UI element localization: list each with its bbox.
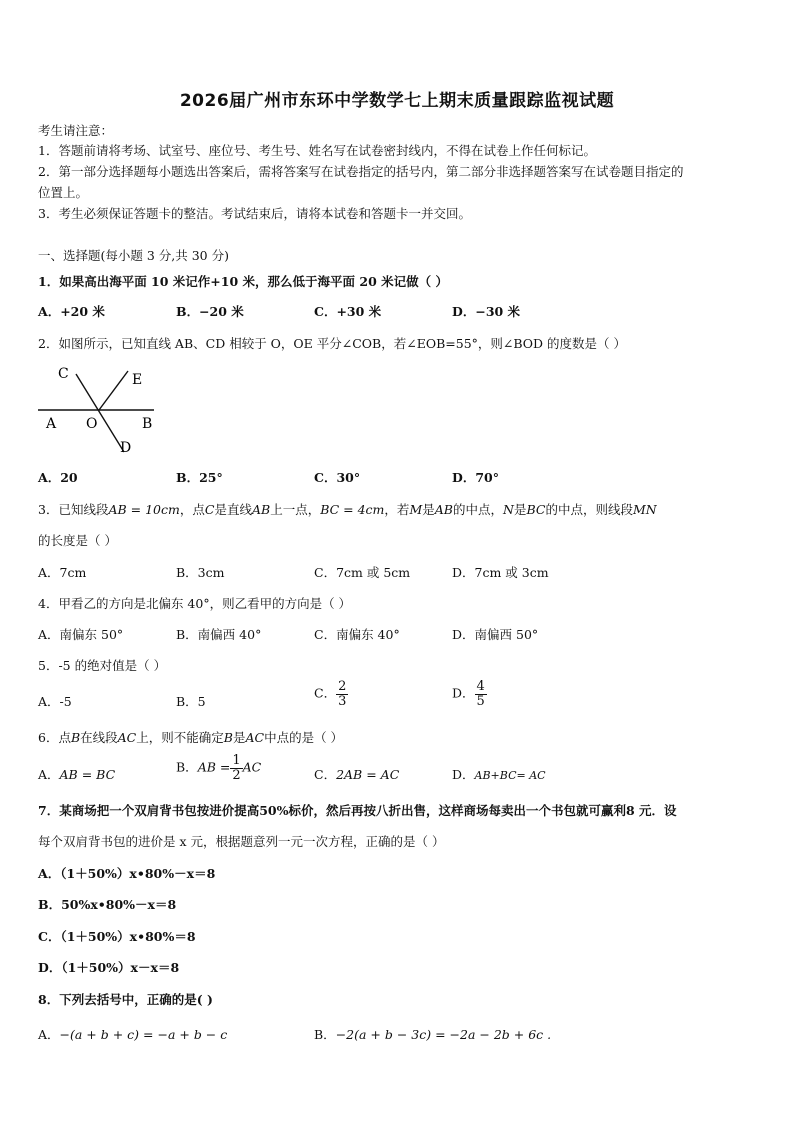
question-3-option-b[interactable]: B．3cm: [176, 565, 225, 580]
ray-oe: [99, 371, 128, 410]
question-1-stem: 1．如果高出海平面 10 米记作+10 米，那么低于海平面 20 米记做（ ）: [38, 274, 448, 289]
question-4-option-a[interactable]: A．南偏东 50°: [38, 627, 124, 642]
question-7-option-d[interactable]: D．（1＋50%）x－x＝8: [38, 960, 180, 975]
question-8-stem: 8．下列去括号中，正确的是( ): [38, 992, 213, 1007]
question-3-option-c[interactable]: C．7cm 或 5cm: [314, 565, 411, 580]
question-5-option-d[interactable]: D． $\frac{4}{5}$: [452, 679, 485, 709]
question-6-option-c[interactable]: C．2AB = AC: [314, 767, 400, 782]
question-4-option-b[interactable]: B．南偏西 40°: [176, 627, 262, 642]
label-a: A: [46, 416, 57, 432]
question-2-option-b[interactable]: B．25°: [176, 470, 223, 485]
section-heading: 一、选择题(每小题 3 分,共 30 分): [38, 248, 229, 263]
question-5-option-c[interactable]: C． $\frac{2}{3}$: [314, 679, 347, 709]
label-d: D: [120, 440, 132, 456]
notice-heading: 考生请注意：: [38, 123, 114, 138]
question-3-stem: 3．已知线段AB = 10cm，点C是直线AB上一点，BC = 4cm，若M是AB的中点，N是BC的中点，则线段MN: [38, 502, 657, 517]
label-b: B: [142, 416, 153, 432]
label-o: O: [86, 416, 98, 432]
fraction-1-2: $\frac{1}{2}$: [232, 753, 241, 783]
page-title: 2026届广州市东环中学数学七上期末质量跟踪监视试题: [179, 91, 615, 111]
question-6-option-a[interactable]: A．AB = BC: [38, 767, 116, 782]
question-5-option-a[interactable]: A．-5: [38, 694, 72, 709]
fraction-4-5: $\frac{4}{5}$: [476, 679, 485, 709]
question-6-option-b[interactable]: B．AB = $\frac{1}{2}$ AC: [176, 753, 262, 783]
question-2-figure: [36, 362, 166, 458]
question-4-stem: 4．甲看乙的方向是北偏东 40°，则乙看甲的方向是（ ）: [38, 596, 352, 611]
question-7-stem: 7．某商场把一个双肩背书包按进价提高50%标价，然后再按八折出售，这样商场每卖出一个书包就可赢利8 元．设: [38, 803, 677, 818]
question-5-stem: 5．-5 的绝对值是（ ）: [38, 658, 167, 673]
notice-item-1: 1．答题前请将考场、试室号、座位号、考生号、姓名写在试卷密封线内，不得在试卷上作任何标记。: [38, 143, 596, 158]
question-1-option-a[interactable]: A．+20 米: [38, 304, 105, 319]
notice-item-2: 2．第一部分选择题每小题选出答案后，需将答案写在试卷指定的括号内，第二部分非选择题答案写在试卷题目指定的: [38, 164, 684, 179]
question-8-option-b[interactable]: B．−2(a + b − 3c) = −2a − 2b + 6c .: [314, 1027, 552, 1042]
notice-item-2-cont: 位置上。: [38, 185, 89, 200]
question-5-option-b[interactable]: B．5: [176, 694, 206, 709]
question-6-stem: 6．点B在线段AC上，则不能确定B是AC中点的是（ ）: [38, 730, 344, 745]
notice-item-3: 3．考生必须保证答题卡的整洁。考试结束后，请将本试卷和答题卡一并交回。: [38, 206, 471, 221]
fraction-2-3: $\frac{2}{3}$: [338, 679, 347, 709]
question-7-stem-cont: 每个双肩背书包的进价是 x 元，根据题意列一元一次方程，正确的是（ ）: [38, 834, 445, 849]
label-e: E: [132, 372, 143, 388]
question-4-option-c[interactable]: C．南偏东 40°: [314, 627, 400, 642]
question-3-option-d[interactable]: D．7cm 或 3cm: [452, 565, 549, 580]
question-7-option-b[interactable]: B．50%x•80%－x＝8: [38, 897, 177, 912]
question-8-option-a[interactable]: A．−(a + b + c) = −a + b − c: [38, 1027, 228, 1042]
label-c: C: [58, 366, 69, 382]
question-2-stem: 2．如图所示，已知直线 AB、CD 相较于 O，OE 平分∠COB，若∠EOB=55°，则∠BOD 的度数是（ ）: [38, 336, 627, 351]
question-4-option-d[interactable]: D．南偏西 50°: [452, 627, 539, 642]
question-3-option-a[interactable]: A．7cm: [38, 565, 87, 580]
question-7-option-c[interactable]: C．（1＋50%）x•80%＝8: [38, 929, 196, 944]
question-7-option-a[interactable]: A．（1＋50%）x•80%－x＝8: [38, 866, 216, 881]
question-2-option-a[interactable]: A．20: [38, 470, 78, 485]
question-1-option-d[interactable]: D．−30 米: [452, 304, 521, 319]
question-1-option-c[interactable]: C．+30 米: [314, 304, 382, 319]
question-2-option-d[interactable]: D．70°: [452, 470, 499, 485]
question-6-option-d[interactable]: D．AB+BC= AC: [452, 767, 546, 782]
question-1-option-b[interactable]: B．−20 米: [176, 304, 244, 319]
question-2-option-c[interactable]: C．30°: [314, 470, 361, 485]
question-3-stem-cont: 的长度是（ ）: [38, 533, 117, 548]
